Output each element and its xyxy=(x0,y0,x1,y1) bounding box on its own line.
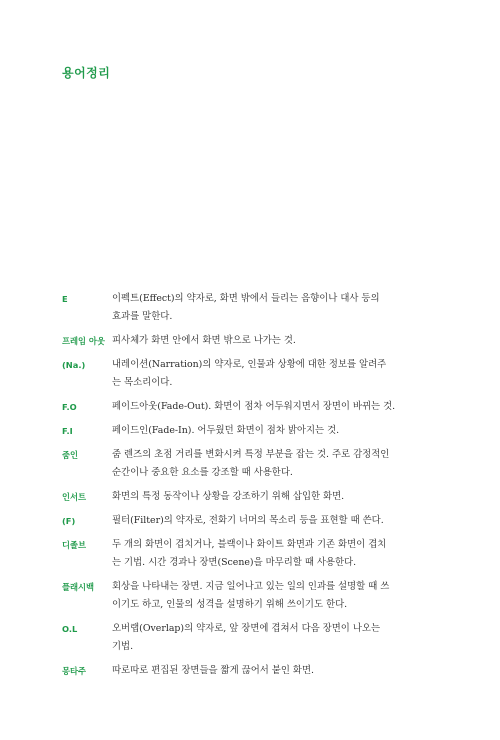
glossary-entry xyxy=(62,332,422,350)
glossary-definition xyxy=(112,290,422,326)
definition-line: 는 기법. 시간 경과나 장면(Scene)을 마무리할 때 사용한다. xyxy=(112,557,357,568)
definition-line: 줌 렌즈의 초점 거리를 변화시켜 특정 부분을 잡는 것. 주로 감정적인 xyxy=(112,449,390,460)
glossary-term: F.I xyxy=(62,426,73,436)
glossary-definition xyxy=(112,662,422,680)
glossary-term: 몽타주 xyxy=(62,666,87,676)
definition-line: 페이드인(Fade-In). 어두웠던 화면이 점차 밝아지는 것. xyxy=(112,425,340,436)
glossary-entry xyxy=(62,578,422,614)
definition-line: 오버랩(Overlap)의 약자로, 앞 장면에 겹쳐서 다음 장면이 나오는 xyxy=(112,623,380,634)
definition-line: 내레이션(Narration)의 약자로, 인물과 상황에 대한 정보를 알려주 xyxy=(112,359,387,370)
glossary-definition xyxy=(112,356,422,392)
glossary-definition xyxy=(112,512,422,530)
glossary-entry xyxy=(62,398,422,416)
glossary-term: (Na.) xyxy=(62,360,86,370)
glossary-term: O.L xyxy=(62,624,78,634)
definition-line: 는 목소리이다. xyxy=(112,377,173,388)
definition-line: 이펙트(Effect)의 약자로, 화면 밖에서 들리는 음향이나 대사 등의 xyxy=(112,293,380,304)
page-heading: 용어정리 xyxy=(62,66,111,80)
definition-line: 회상을 나타내는 장면. 지금 일어나고 있는 일의 인과를 설명할 때 쓰 xyxy=(112,581,390,592)
glossary-definition xyxy=(112,398,422,416)
glossary-definition xyxy=(112,536,422,572)
glossary-term: (F) xyxy=(62,516,76,526)
glossary-list xyxy=(62,290,422,686)
definition-line: 순간이나 중요한 요소를 강조할 때 사용한다. xyxy=(112,467,293,478)
glossary-definition xyxy=(112,620,422,656)
definition-line: 필터(Filter)의 약자로, 전화기 너머의 목소리 등을 표현할 때 쓴다. xyxy=(112,515,384,526)
glossary-term: 플래시백 xyxy=(62,582,95,592)
glossary-entry xyxy=(62,620,422,656)
glossary-definition xyxy=(112,578,422,614)
glossary-entry xyxy=(62,422,422,440)
glossary-entry xyxy=(62,290,422,326)
glossary-definition xyxy=(112,422,422,440)
glossary-term: F.O xyxy=(62,402,77,412)
definition-line: 화면의 특정 동작이나 상황을 강조하기 위해 삽입한 화면. xyxy=(112,491,345,502)
glossary-definition xyxy=(112,332,422,350)
definition-line: 페이드아웃(Fade-Out). 화면이 점차 어두워지면서 장면이 바뀌는 것. xyxy=(112,401,396,412)
glossary-term: E xyxy=(62,294,68,304)
glossary-entry xyxy=(62,662,422,680)
glossary-entry xyxy=(62,536,422,572)
glossary-entry xyxy=(62,488,422,506)
definition-line: 피사체가 화면 안에서 화면 밖으로 나가는 것. xyxy=(112,335,296,346)
glossary-entry xyxy=(62,356,422,392)
glossary-definition xyxy=(112,488,422,506)
definition-line: 이기도 하고, 인물의 성격을 설명하기 위해 쓰이기도 한다. xyxy=(112,599,348,610)
definition-line: 따로따로 편집된 장면들을 짧게 끊어서 붙인 화면. xyxy=(112,665,314,676)
definition-line: 기법. xyxy=(112,641,134,652)
glossary-entry xyxy=(62,512,422,530)
definition-line: 두 개의 화면이 겹치거나, 블랙이나 화이트 화면과 기존 화면이 겹치 xyxy=(112,539,387,550)
glossary-definition xyxy=(112,446,422,482)
glossary-term: 디졸브 xyxy=(62,540,87,550)
glossary-term: 줌인 xyxy=(62,450,79,460)
glossary-term: 프레임 아웃 xyxy=(62,336,105,346)
glossary-entry xyxy=(62,446,422,482)
definition-line: 효과를 말한다. xyxy=(112,311,173,322)
glossary-term: 인서트 xyxy=(62,492,87,502)
